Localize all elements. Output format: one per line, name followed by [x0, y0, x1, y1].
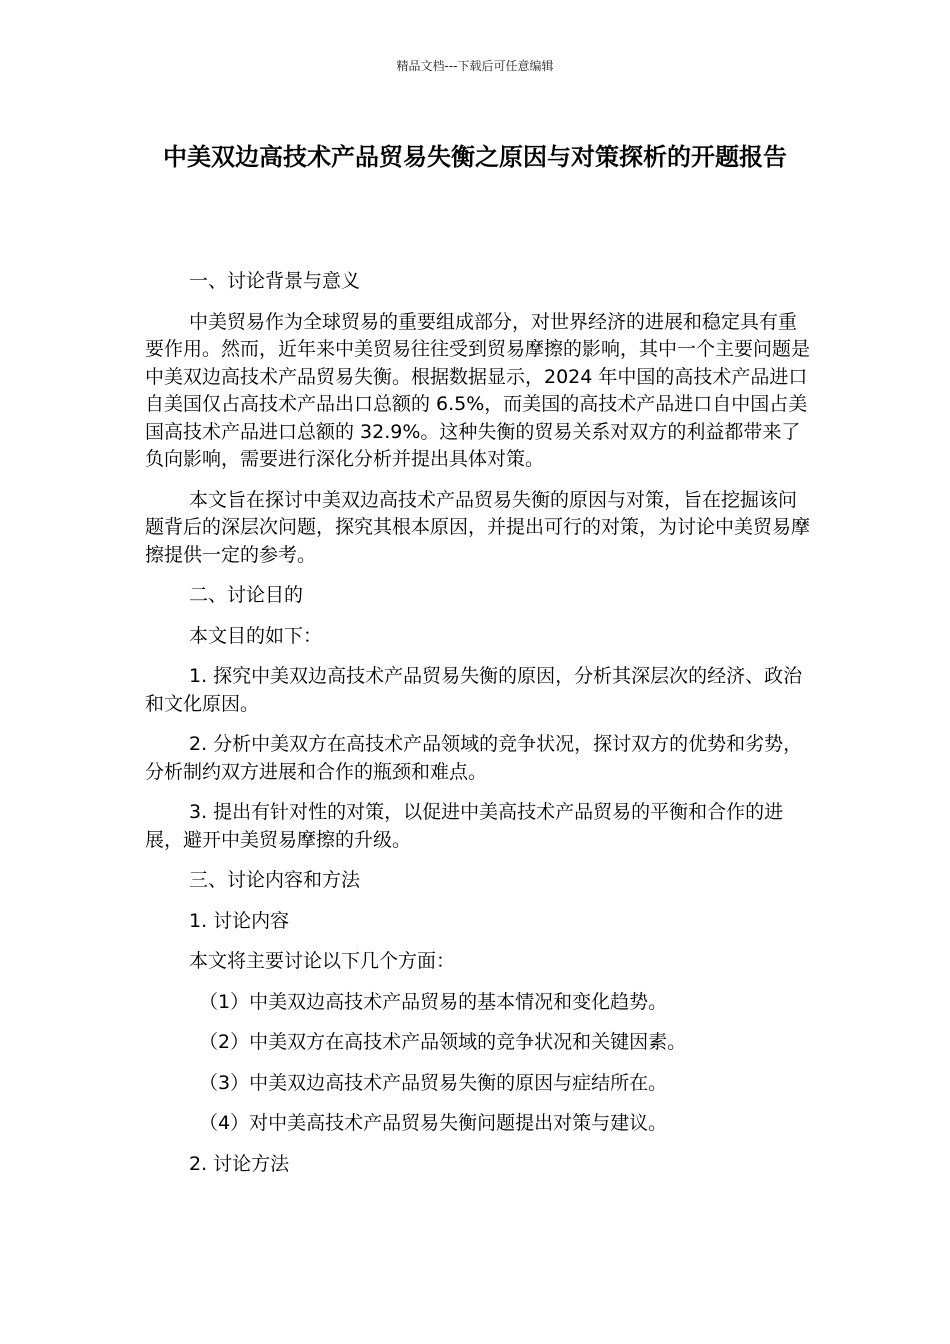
content-item-1: （1）中美双边高技术产品贸易的基本情况和变化趋势。 — [199, 990, 668, 1013]
paragraph-objectives-lead: 本文目的如下： — [189, 624, 323, 647]
paragraph-background: 中美贸易作为全球贸易的重要组成部分，对世界经济的进展和稳定具有重要作用。然而，近年来中美贸易往往受到贸易摩擦的影响，其中一个主要问题是中美双边高技术产品贸易失衡。根据数据显示，2024 年中国的高技术产品进口自美国仅占高技术产品出口总额的 6.5%，而美国的高技术产品进口自中国占美国高技术产品进口总额的 32.9%。这种失衡的贸易关系对双方的利益都带来了负向影响，需要进行深化分析并提出具体对策。 — [145, 310, 811, 470]
subheading-methods: 2. 讨论方法 — [189, 1152, 290, 1175]
subheading-content: 1. 讨论内容 — [189, 909, 290, 932]
paragraph-purpose-intro: 本文旨在探讨中美双边高技术产品贸易失衡的原因与对策，旨在挖掘该问题背后的深层次问题，探究其根本原因，并提出可行的对策，为讨论中美贸易摩擦提供一定的参考。 — [145, 488, 811, 566]
document-title: 中美双边高技术产品贸易失衡之原因与对策探析的开题报告 — [163, 143, 787, 171]
objective-item-1: 1. 探究中美双边高技术产品贸易失衡的原因，分析其深层次的经济、政治和文化原因。 — [145, 665, 803, 715]
objective-item-2: 2. 分析中美双方在高技术产品领域的竞争状况，探讨双方的优势和劣势，分析制约双方进展和合作的瓶颈和难点。 — [145, 733, 803, 783]
document-body — [145, 268, 810, 1191]
content-item-2: （2）中美双方在高技术产品领域的竞争状况和关键因素。 — [199, 1031, 687, 1053]
header-note: 精品文档---下载后可任意编辑 — [396, 59, 554, 73]
objective-item-3: 3. 提出有针对性的对策，以促进中美高技术产品贸易的平衡和合作的进展，避开中美贸易摩擦的升级。 — [145, 801, 784, 851]
section-heading-objectives: 二、讨论目的 — [189, 584, 304, 606]
content-item-3: （3）中美双边高技术产品贸易失衡的原因与症结所在。 — [199, 1071, 668, 1094]
section-heading-background: 一、讨论背景与意义 — [189, 270, 361, 292]
content-item-4: （4）对中美高技术产品贸易失衡问题提出对策与建议。 — [199, 1112, 668, 1134]
paragraph-content-lead: 本文将主要讨论以下几个方面： — [189, 950, 456, 972]
section-heading-content-methods: 三、讨论内容和方法 — [189, 869, 361, 891]
